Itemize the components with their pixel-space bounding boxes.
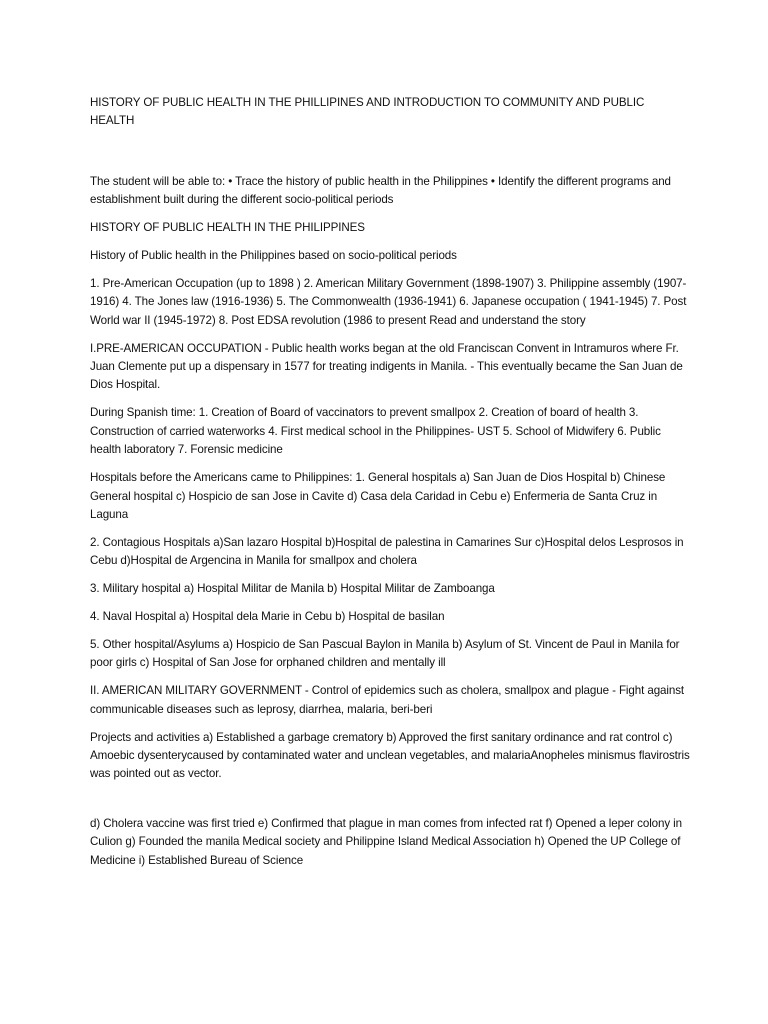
paragraph: 3. Military hospital a) Hospital Militar de Manila b) Hospital Militar de Zamboanga xyxy=(90,582,495,596)
paragraph: During Spanish time: 1. Creation of Board of vaccinators to prevent smallpox 2. Creation of board of health 3. Construction of carried waterworks 4. First medical school in the Philippines- UST 5. School of Midwifery 6. Public health laboratory 7. Forensic medicine xyxy=(90,406,661,457)
section-heading: HISTORY OF PUBLIC HEALTH IN THE PHILIPPINES xyxy=(90,221,365,235)
document-body xyxy=(90,94,690,880)
paragraph: Hospitals before the Americans came to Philippines: 1. General hospitals a) San Juan de Dios Hospital b) Chinese General hospital c) Hospicio de san Jose in Cavite d) Casa dela Caridad in Cebu e) Enfermeria de Santa Cruz in Laguna xyxy=(90,471,666,521)
paragraph: Projects and activities a) Established a garbage crematory b) Approved the first sanitary ordinance and rat control c) Amoebic dysenterycaused by contaminated water and unclean vegetables, and malariaAnopheles minismus flavirostris was pointed out as vector. xyxy=(90,730,690,781)
paragraph: History of Public health in the Philippines based on socio-political periods xyxy=(90,249,457,263)
learning-objectives: The student will be able to: • Trace the history of public health in the Philippines • Identify the different programs and establishment built during the different socio-political periods xyxy=(90,174,671,207)
periods-list: 1. Pre-American Occupation (up to 1898 ) 2. American Military Government (1898-1907) 3. Philippine assembly (1907-1916) 4. The Jones law (1916-1936) 5. The Commonwealth (1936-1941) 6. Japanese occupation ( 1941-1945) 7. Post World war II (1945-1972) 8. Post EDSA revolution (1986 to present Read and understand the story xyxy=(90,276,687,327)
document-title: HISTORY OF PUBLIC HEALTH IN THE PHILLIPINES AND INTRODUCTION TO COMMUNITY AND PUBLIC HEALTH xyxy=(90,96,645,128)
paragraph: 4. Naval Hospital a) Hospital dela Marie in Cebu b) Hospital de basilan xyxy=(90,610,445,624)
paragraph: 2. Contagious Hospitals a)San lazaro Hospital b)Hospital de palestina in Camarines Sur c)Hospital delos Lesprosos in Cebu d)Hospital de Argencina in Manila for smallpox and cholera xyxy=(90,535,684,568)
paragraph: d) Cholera vaccine was first tried e) Confirmed that plague in man comes from infected rat f) Opened a leper colony in Culion g) Founded the manila Medical society and Philippine Island Medical Association h) Opened the UP College of Medicine i) Established Bureau of Science xyxy=(90,816,683,867)
paragraph: II. AMERICAN MILITARY GOVERNMENT - Control of epidemics such as cholera, smallpox and plague - Fight against communicable diseases such as leprosy, diarrhea, malaria, beri-beri xyxy=(90,684,685,716)
paragraph: I.PRE-AMERICAN OCCUPATION - Public health works began at the old Franciscan Convent in Intramuros where Fr. Juan Clemente put up a dispensary in 1577 for treating indigents in Manila. - This eventually became the San Juan de Dios Hospital. xyxy=(90,341,683,392)
paragraph: 5. Other hospital/Asylums a) Hospicio de San Pascual Baylon in Manila b) Asylum of St. Vincent de Paul in Manila for poor girls c) Hospital of San Jose for orphaned children and mentally ill xyxy=(90,637,680,670)
